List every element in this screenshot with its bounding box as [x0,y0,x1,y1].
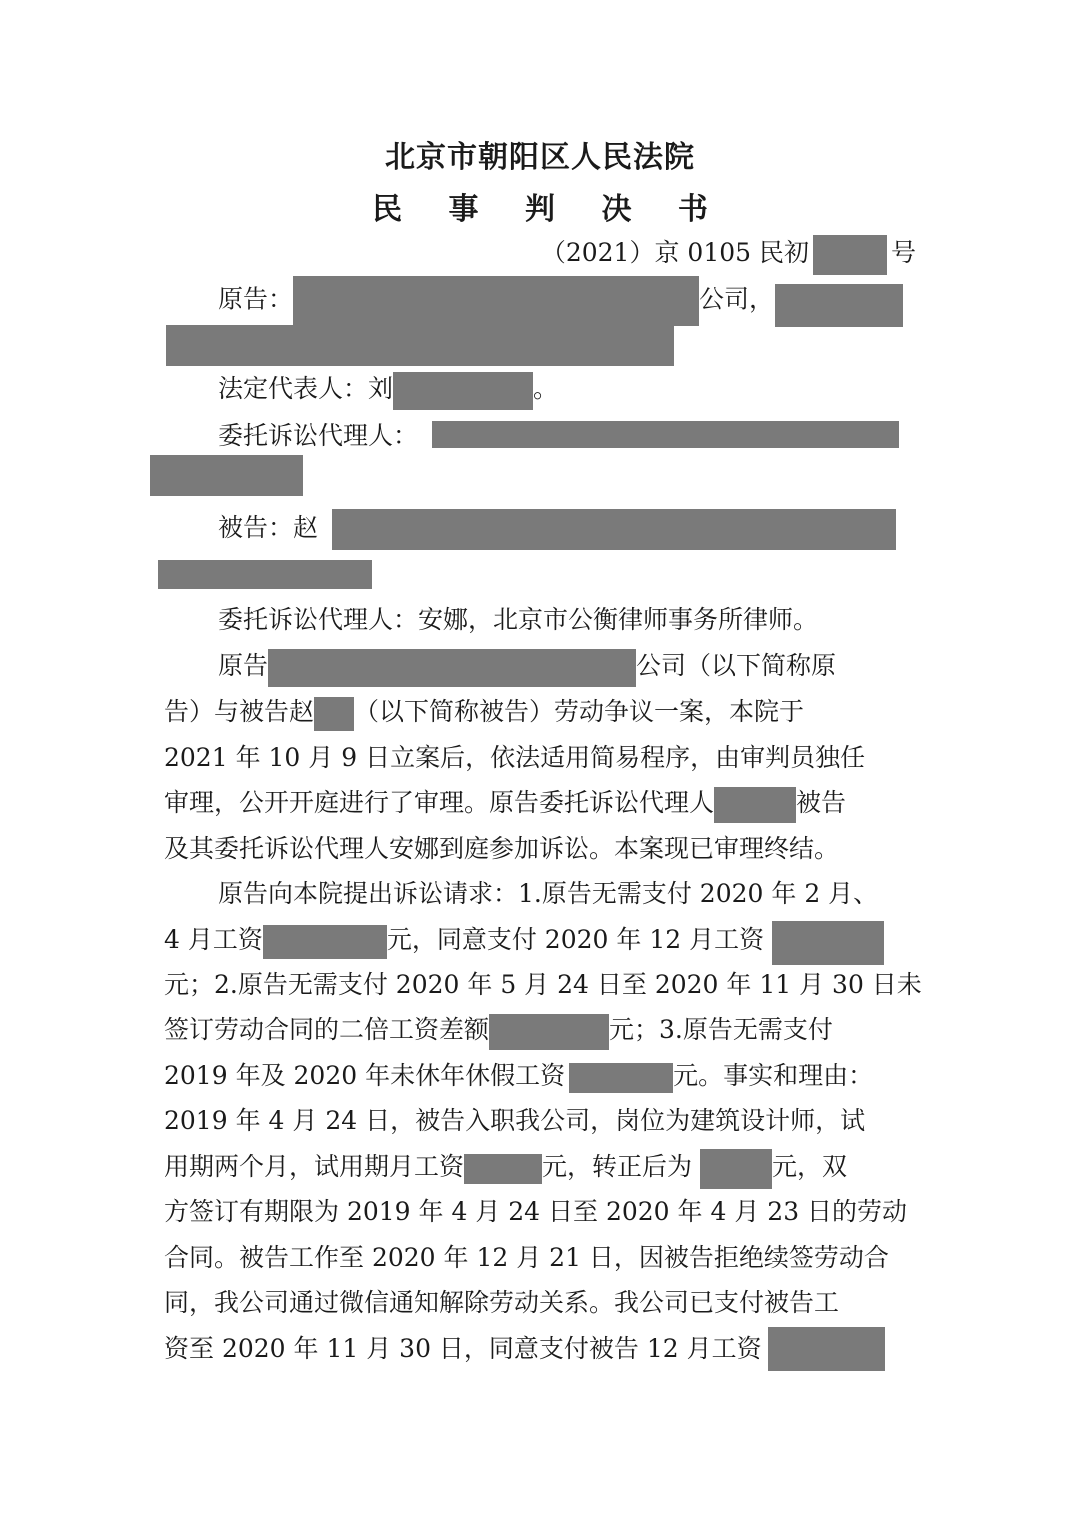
body-line: 方签订有期限为 2019 年 4 月 24 日至 2020 年 4 月 23 日的劳动 [164,1197,908,1226]
redaction-block [150,455,303,496]
body-line [164,780,846,826]
text-segment: 元，转正后为 [542,1152,693,1181]
redaction-block [775,284,903,327]
body-line: 资至 2020 年 11 月 30 日，同意支付被告 12 月工资 [164,1334,762,1363]
body-line: 合同。被告工作至 2020 年 12 月 21 日，因被告拒绝续签劳动合 [164,1243,889,1272]
legal-rep-line [218,366,558,412]
plaintiff-suffix: 公司， [699,284,775,314]
text-segment: 元，同意支付 2020 年 12 月工资 [386,925,765,954]
redaction-block [714,787,796,823]
defendant-agent-line: 委托诉讼代理人：安娜，北京市公衡律师事务所律师。 [218,605,819,634]
redaction-block [489,1014,609,1050]
body-line: 2021 年 10 月 9 日立案后，依法适用简易程序，由审判员独任 [164,743,866,772]
body-line: 元；2.原告无需支付 2020 年 5 月 24 日至 2020 年 11 月 30 日未 [164,970,922,999]
redaction-block [314,697,354,731]
body-line [218,643,836,689]
text-segment: 2019 年及 2020 年未休年休假工资 [164,1061,566,1090]
redaction-block [569,1063,673,1093]
redaction-block [772,921,884,965]
body-line [164,1053,873,1099]
text-segment: 用期两个月，试用期月工资 [164,1152,465,1181]
text-segment: 公司（以下简称原 [636,651,837,680]
plaintiff-label: 原告： [218,284,294,314]
body-line: 及其委托诉讼代理人安娜到庭参加诉讼。本案现已审理终结。 [164,834,840,863]
redaction-block [158,560,372,589]
text-segment: （以下简称被告）劳动争议一案，本院于 [354,697,805,726]
text-segment: 审理，公开开庭进行了审理。原告委托诉讼代理人 [164,788,715,817]
redaction-block [768,1327,885,1371]
text-segment: 原告 [218,651,269,680]
text-segment: 元；3.原告无需支付 [609,1015,833,1044]
body-line [164,1007,833,1053]
text-segment: 被告 [796,788,847,817]
legal-rep-label: 法定代表人：刘 [218,374,394,403]
plaintiff-agent-label: 委托诉讼代理人： [218,421,419,450]
redaction-block [813,235,887,275]
body-line [164,917,764,963]
defendant-line [218,505,318,551]
body-line: 同，我公司通过微信通知解除劳动关系。我公司已支付被告工 [164,1288,840,1317]
redaction-block [464,1154,542,1184]
redaction-block [393,372,533,410]
plaintiff-line [218,276,774,322]
case-number [541,230,916,276]
defendant-label: 被告：赵 [218,513,319,542]
legal-rep-end: 。 [533,374,559,403]
redaction-block [293,276,699,326]
text-segment: 签订劳动合同的二倍工资差额 [164,1015,490,1044]
body-line: 原告向本院提出诉讼请求：1.原告无需支付 2020 年 2 月、 [218,879,879,908]
case-number-suffix: 号 [890,238,916,267]
body-line [164,1144,847,1190]
document-type: 民 事 判 决 书 [372,192,726,227]
text-segment: 告）与被告赵 [164,697,315,726]
text-segment: 4 月工资 [164,925,263,954]
case-number-prefix: （2021）京 0105 民初 [540,238,809,267]
redaction-block [332,509,896,550]
text-segment: 元。事实和理由： [673,1061,874,1090]
redaction-block [166,325,674,366]
redaction-block [263,925,387,959]
redaction-block [268,649,636,687]
body-line [164,689,804,735]
body-line: 2019 年 4 月 24 日，被告入职我公司，岗位为建筑设计师，试 [164,1106,866,1135]
redaction-block [700,1149,772,1189]
redaction-block [432,421,899,448]
text-segment: 元，双 [772,1152,848,1181]
court-name: 北京市朝阳区人民法院 [385,140,695,175]
plaintiff-agent-line [218,413,418,459]
